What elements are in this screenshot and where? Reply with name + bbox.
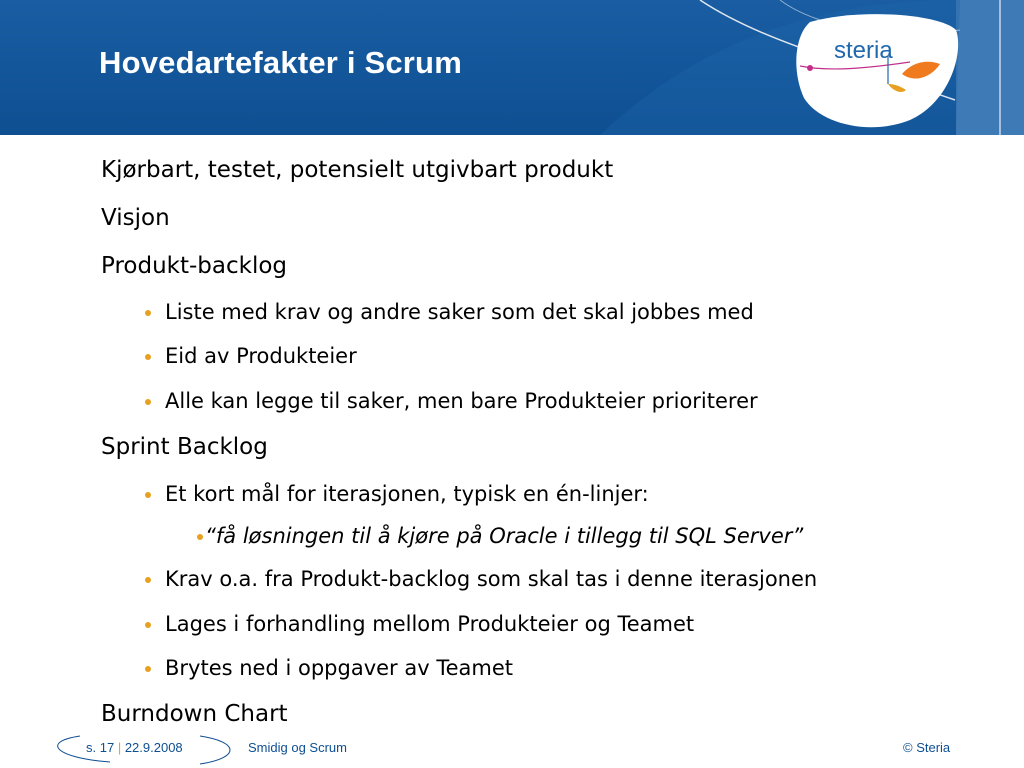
- item-level1: [101, 253, 287, 279]
- item-text: “få løsningen til å kjøre på Oracle i tillegg til SQL Server”: [205, 524, 804, 548]
- bullet-dot-icon: [145, 666, 151, 672]
- svg-text:steria: steria: [834, 37, 893, 64]
- item-text: Visjon: [101, 205, 170, 231]
- footer-page-info: [86, 740, 183, 755]
- bullet-dot-icon: [145, 622, 151, 628]
- footer-page-number: s. 17: [86, 740, 115, 755]
- item-level1: [101, 701, 288, 727]
- bullet-dot-icon: [197, 534, 203, 540]
- item-text: Krav o.a. fra Produkt-backlog som skal tas i denne iterasjonen: [165, 567, 818, 591]
- footer-date: 22.9.2008: [124, 740, 183, 755]
- footer-copyright: © Steria: [903, 740, 951, 755]
- item-text: Alle kan legge til saker, men bare Produkteier prioriterer: [165, 389, 758, 413]
- slide-footer: [0, 728, 1024, 768]
- item-level1: [101, 434, 268, 460]
- bullet-dot-icon: [145, 399, 151, 405]
- item-text: Lages i forhandling mellom Produkteier og Teamet: [165, 612, 695, 636]
- item-text: Et kort mål for iterasjonen, typisk en én-linjer:: [165, 482, 649, 506]
- bullet-dot-icon: [145, 577, 151, 583]
- item-text: Sprint Backlog: [101, 434, 268, 460]
- item-text: Liste med krav og andre saker som det skal jobbes med: [165, 300, 754, 324]
- item-text: Produkt-backlog: [101, 253, 288, 279]
- bullet-dot-icon: [145, 492, 151, 498]
- slide-title: Hovedartefakter i Scrum: [99, 45, 462, 80]
- footer-topic: Smidig og Scrum: [248, 740, 347, 755]
- item-text: Kjørbart, testet, potensielt utgivbart produkt: [101, 157, 614, 183]
- item-text: Burndown Chart: [101, 701, 288, 727]
- item-level1: [101, 157, 613, 183]
- item-text: Brytes ned i oppgaver av Teamet: [165, 656, 513, 680]
- bullet-dot-icon: [145, 310, 151, 316]
- bullet-dot-icon: [145, 354, 151, 360]
- item-text: Eid av Produkteier: [165, 344, 357, 368]
- item-level1: [101, 205, 170, 231]
- footer-separator: |: [117, 740, 122, 755]
